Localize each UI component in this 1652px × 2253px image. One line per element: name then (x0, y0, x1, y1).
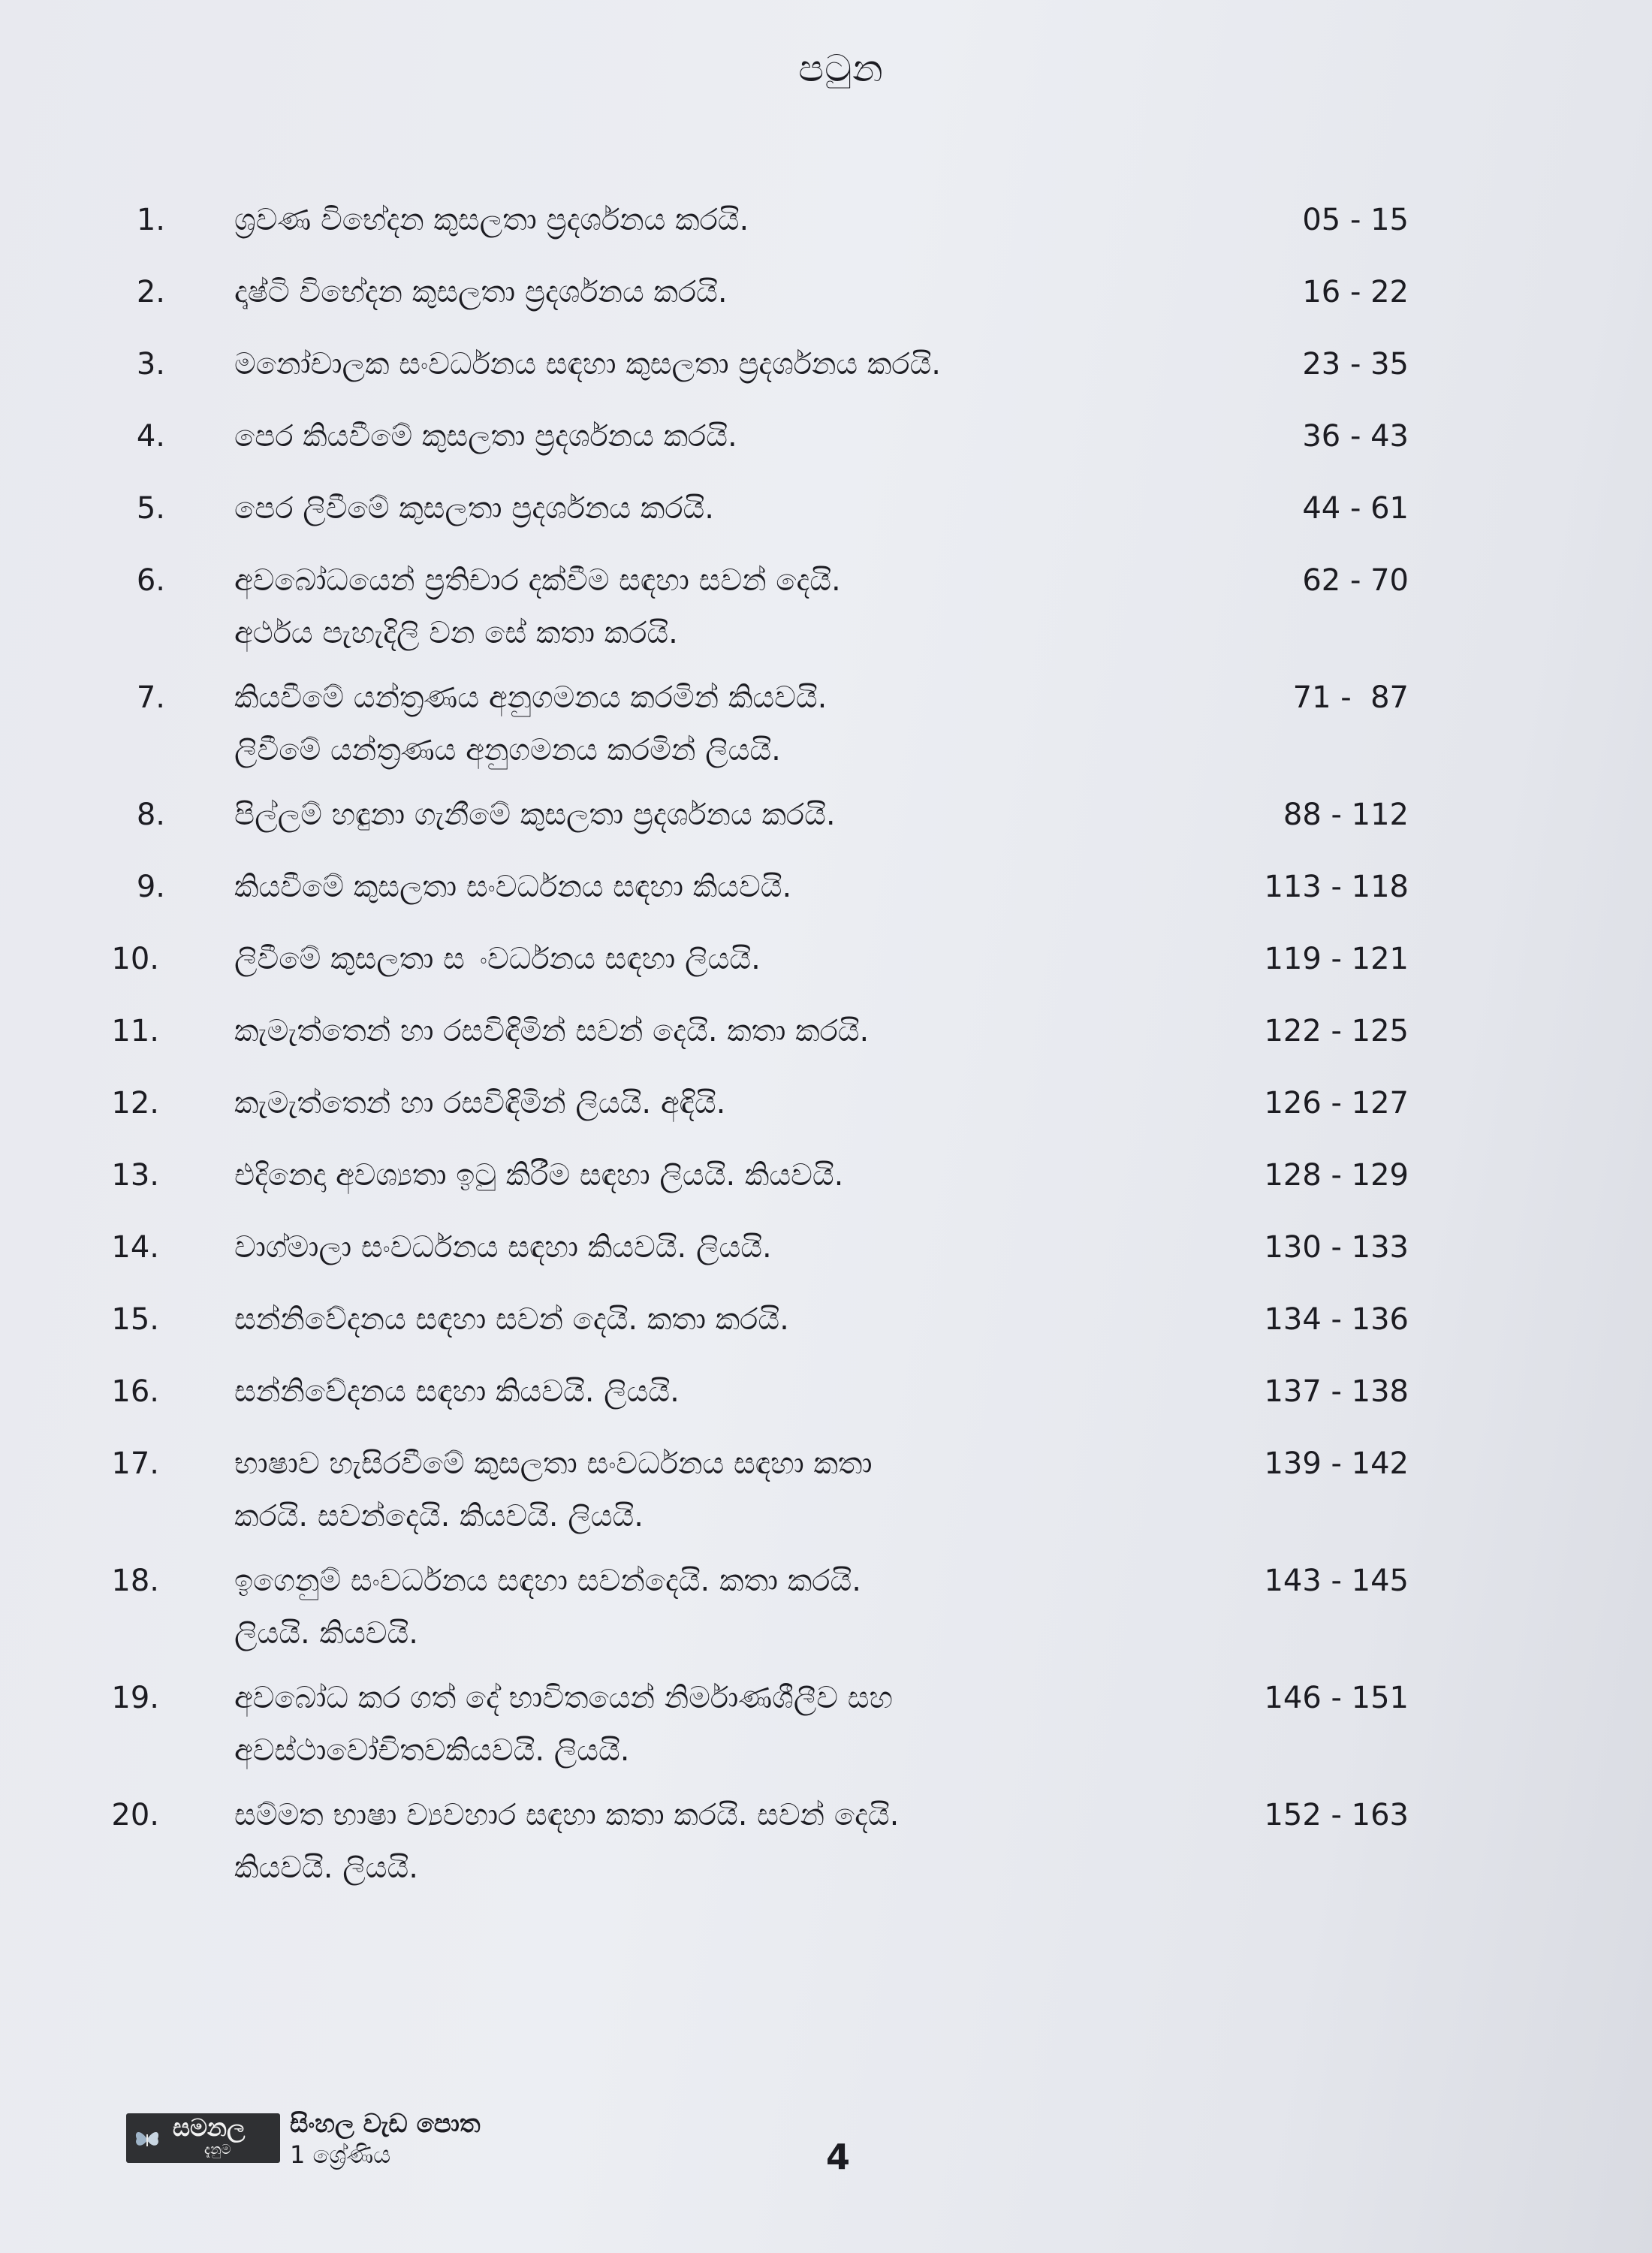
toc-entry-title-line: භාෂාව හැසිරවීමේ කුසලතා සංවර්ධනය සඳහා කතා (234, 1446, 873, 1481)
toc-entry-pages: 71 - 87 (1292, 680, 1409, 715)
toc-entry-number: 20. (111, 1798, 159, 1832)
toc-entry-title (234, 562, 1210, 652)
toc-entry-title-line: කරයි. සවන්දෙයි. කියවයි. ලියයි. (234, 1499, 644, 1534)
toc-entry-number: 19. (111, 1681, 159, 1715)
toc-entry-number: 10. (111, 942, 159, 976)
butterfly-icon (132, 2124, 162, 2154)
toc-entry-pages: 143 - 145 (1264, 1564, 1409, 1598)
toc-entry-number: 16. (111, 1374, 159, 1409)
toc-entry-title (234, 1679, 1210, 1769)
logo-subtext: දැනුම (204, 2142, 231, 2158)
toc-entry-pages: 126 - 127 (1264, 1086, 1409, 1120)
toc-entry-title-line: ඉගෙනුම් සංවර්ධනය සඳහා සවන්දෙයි. කතා කරයි. (234, 1564, 861, 1598)
toc-entry-number: 2. (136, 275, 165, 309)
toc-entry-pages: 119 - 121 (1264, 942, 1409, 976)
toc-entry-title (234, 1084, 1210, 1122)
toc-entry-number: 14. (111, 1230, 159, 1265)
toc-entry-title-line: කියවයි. ලියයි. (234, 1850, 418, 1885)
toc-entry-number: 13. (111, 1158, 159, 1193)
toc-entry-number: 11. (111, 1014, 159, 1048)
toc-entry-title-line: අවබෝධයෙන් ප්‍රතිචාර දක්වීම සඳහා සවන් දෙයි. (234, 563, 841, 598)
toc-entry-title-line: පෙර කියවීමේ කුසලතා ප්‍රදර්ශනය කරයි. (234, 419, 737, 454)
toc-entry-title-line: මනෝචාලක සංවර්ධනය සඳහා කුසලතා ප්‍රදර්ශනය කරයි. (234, 347, 942, 382)
toc-entry-pages: 16 - 22 (1302, 275, 1409, 309)
toc-entry-title (234, 1157, 1210, 1194)
toc-entry-title (234, 490, 1210, 527)
toc-entry-title (234, 868, 1210, 906)
toc-entry-number: 12. (111, 1086, 159, 1120)
toc-entry-pages: 139 - 142 (1264, 1446, 1409, 1481)
toc-entry-number: 4. (136, 419, 165, 454)
toc-entry-title-line: ලිවීමේ කුසලතා ස ංවර්ධනය සඳහා ලියයි. (234, 942, 761, 976)
toc-entry-pages: 36 - 43 (1302, 419, 1409, 454)
toc-entry-number: 8. (136, 798, 165, 832)
toc-entry-number: 17. (111, 1446, 159, 1481)
toc-entry-title (234, 1796, 1210, 1887)
toc-entry-title (234, 418, 1210, 455)
page-title: පටුන (798, 47, 884, 90)
toc-entry-title-line: ශ්‍රවණ විභේදන කුසලතා ප්‍රදර්ශනය කරයි. (234, 203, 749, 237)
toc-entry-pages: 23 - 35 (1302, 347, 1409, 382)
toc-entry-title-line: සම්මත භාෂා ව්‍යවහාර සඳහා කතා කරයි. සවන් දෙයි. (234, 1798, 900, 1832)
logo-text: සමනල (173, 2113, 246, 2142)
toc-entry-title-line: කැමැත්තෙන් හා රසවිඳිමින් ලියයි. අඳියි. (234, 1086, 726, 1120)
toc-entry-title-line: ලිවීමේ යන්ත්‍රණය අනුගමනය කරමින් ලියයි. (234, 733, 781, 768)
toc-entry-pages: 44 - 61 (1302, 491, 1409, 526)
toc-entry-pages: 128 - 129 (1264, 1158, 1409, 1193)
toc-entry-pages: 146 - 151 (1264, 1681, 1409, 1715)
toc-entry-title-line: අවස්ථාවෝචිතවකියවයි. ලියයි. (234, 1733, 630, 1768)
footer (126, 2109, 577, 2169)
toc-entry-title (234, 1229, 1210, 1266)
toc-entry-number: 1. (136, 203, 165, 237)
toc-entry-title (234, 201, 1210, 239)
toc-entry-title (234, 796, 1210, 834)
toc-entry-title (234, 1562, 1210, 1652)
toc-entry-title-line: වාග්මාලා සංවර්ධනය සඳහා කියවයි. ලියයි. (234, 1230, 772, 1265)
toc-entry-title (234, 679, 1210, 769)
publisher-logo (126, 2113, 280, 2163)
toc-entry-pages: 137 - 138 (1264, 1374, 1409, 1409)
toc-entry-pages: 62 - 70 (1302, 563, 1409, 598)
toc-entry-title-line: කැමැත්තෙන් හා රසවිඳිමින් සවන් දෙයි. කතා කරයි. (234, 1014, 870, 1048)
toc-entry-title (234, 273, 1210, 311)
toc-entry-title-line: සන්නිවේදනය සඳහා සවන් දෙයි. කතා කරයි. (234, 1302, 789, 1337)
toc-entry-title-line: පෙර ලිවීමේ කුසලතා ප්‍රදර්ශනය කරයි. (234, 491, 714, 526)
toc-entry-number: 7. (136, 680, 165, 715)
toc-entry-title-line: ලියයි. කියවයි. (234, 1616, 418, 1651)
toc-entry-number: 9. (136, 870, 165, 904)
toc-entry-number: 18. (111, 1564, 159, 1598)
toc-entry-title-line: සන්නිවේදනය සඳහා කියවයි. ලියයි. (234, 1374, 680, 1409)
toc-entry-title (234, 1301, 1210, 1338)
toc-entry-pages: 134 - 136 (1264, 1302, 1409, 1337)
toc-entry-title-line: අර්ථය පැහැදිලි වන සේ කතා කරයි. (234, 616, 678, 650)
toc-entry-title (234, 1012, 1210, 1050)
toc-entry-pages: 05 - 15 (1302, 203, 1409, 237)
toc-entry-number: 6. (136, 563, 165, 598)
toc-entry-number: 3. (136, 347, 165, 382)
page-number: 4 (826, 2137, 851, 2177)
toc-entry-title-line: කියවීමේ කුසලතා සංවර්ධනය සඳහා කියවයි. (234, 870, 792, 904)
book-title: සිංහල වැඩ පොත (290, 2109, 481, 2139)
toc-entry-title-line: පිල්ලම් හඳුනා ගැනීමේ කුසලතා ප්‍රදර්ශනය කරයි. (234, 798, 836, 832)
toc-entry-pages: 152 - 163 (1264, 1798, 1409, 1832)
toc-entry-title (234, 1373, 1210, 1410)
toc-entry-title-line: එදිනෙදා අවශ්‍යතා ඉටු කිරීම සඳහා ලියයි. කියවයි. (234, 1158, 844, 1193)
toc-entry-title (234, 940, 1210, 978)
toc-entry-title (234, 345, 1210, 383)
book-grade: 1 ශ්‍රේණිය (290, 2140, 391, 2169)
toc-entry-title-line: දෘෂ්ටි විභේදන කුසලතා ප්‍රදර්ශනය කරයි. (234, 275, 728, 309)
toc-entry-title (234, 1445, 1210, 1535)
toc-entry-number: 15. (111, 1302, 159, 1337)
toc-entry-pages: 122 - 125 (1264, 1014, 1409, 1048)
toc-entry-number: 5. (136, 491, 165, 526)
toc-entry-pages: 113 - 118 (1264, 870, 1409, 904)
toc-entry-pages: 130 - 133 (1264, 1230, 1409, 1265)
toc-entry-pages: 88 - 112 (1283, 798, 1409, 832)
toc-entry-title-line: කියවීමේ යන්ත්‍රණය අනුගමනය කරමින් කියවයි. (234, 680, 828, 715)
toc-entry-title-line: අවබෝධ කර ගත් දේ භාවිතයෙන් නිර්මාණශීලීව සහ (234, 1681, 894, 1715)
